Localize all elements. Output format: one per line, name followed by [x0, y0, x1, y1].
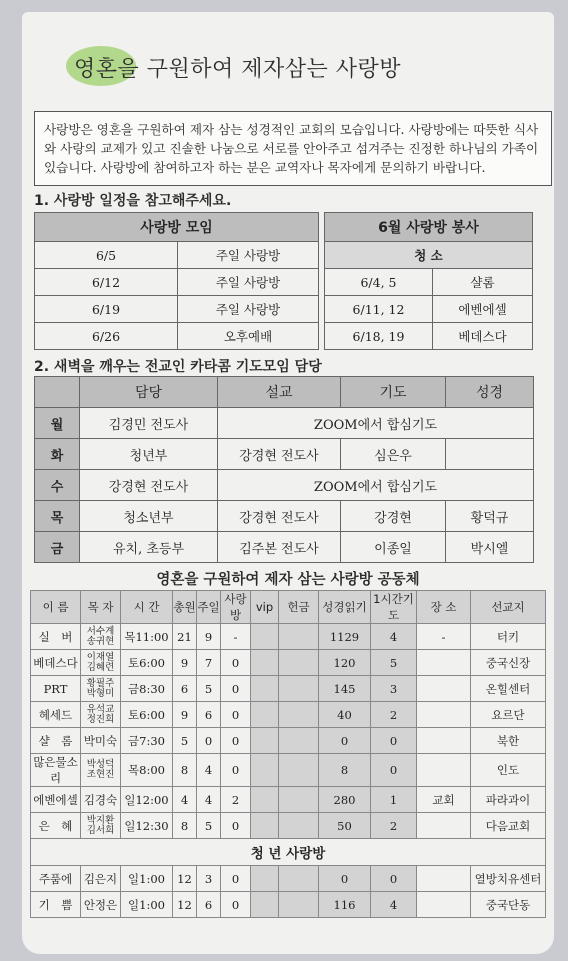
table-row: 6/4, 5 샬롬	[325, 269, 533, 296]
leader-cell: 이재열 김혜련	[81, 650, 121, 676]
table-row: 6/19 주일 사랑방	[35, 296, 319, 323]
table-row: 목 청소년부 강경현 전도사 강경현 황덕규	[35, 501, 534, 532]
youth-section-row	[31, 839, 546, 866]
youth-section-title: 청 년 사랑방	[31, 839, 546, 866]
table-row: 주품에 김은지 일1:00 12 3 0 0 0 열방치유센터	[31, 866, 546, 892]
leader-cell: 박성덕 조현진	[81, 754, 121, 787]
table-row: 샬 롬 박미숙 금7:30 5 0 0 0 0 북한	[31, 728, 546, 754]
table-row: 금 유치, 초등부 김주본 전도사 이종일 박시엘	[35, 532, 534, 563]
table-row: 기 쁨 안정은 일1:00 12 6 0 116 4 중국단동	[31, 892, 546, 918]
service-header: 6월 사랑방 봉사	[325, 213, 533, 242]
table-row: 6/26 오후예배	[35, 323, 319, 350]
table-row: 베데스다 이재열 김혜련 토6:00 9 7 0 120 5 중국신장	[31, 650, 546, 676]
service-subheader: 청 소	[325, 242, 533, 269]
table-row: 에벤에셀 김경숙 일12:00 4 4 2 280 1 교회 파라과이	[31, 787, 546, 813]
table-row: 화 청년부 강경현 전도사 심은우	[35, 439, 534, 470]
table-row: 실 버 서수계 송귀현 목11:00 21 9 - 1129 4 - 터키	[31, 624, 546, 650]
community-table	[30, 590, 546, 918]
table-row: 6/11, 12 에벤에셀	[325, 296, 533, 323]
leader-cell: 서수계 송귀현	[81, 624, 121, 650]
table-row: PRT 황필주 박형미 금8:30 6 5 0 145 3 온힐센터	[31, 676, 546, 702]
table-row: 수 강경현 전도사 ZOOM에서 합심기도	[35, 470, 534, 501]
service-table	[324, 212, 533, 350]
table-row: 많은물소리 박성덕 조현진 목8:00 8 4 0 8 0 인도	[31, 754, 546, 787]
leader-cell: 황필주 박형미	[81, 676, 121, 702]
prayer-table: 담당 설교 기도 성경 월 김경민 전도사 ZOOM에서 합심기도 화 청년부 강경현 전도사 심은우 수 강경현 전도사 ZOOM에서 합심기도 목 청소년부 강경현 전도사 강경현 황덕규 금 유치, 초등부 김주본 전도사 이종일 박시엘	[34, 376, 534, 563]
page-title: 영혼을 구원하여 제자삼는 사랑방	[74, 52, 401, 83]
leader-cell: 박지환 김서희	[81, 813, 121, 839]
section-1-heading: 1. 사랑방 일정을 참고해주세요.	[34, 193, 232, 209]
table-row: 월 김경민 전도사 ZOOM에서 합심기도	[35, 408, 534, 439]
table-row: 6/18, 19 베데스다	[325, 323, 533, 350]
table-row: 6/5 주일 사랑방	[35, 242, 319, 269]
table-row: 헤세드 유석교 정진희 토6:00 9 6 0 40 2 요르단	[31, 702, 546, 728]
table-row: 6/12 주일 사랑방	[35, 269, 319, 296]
intro-text: 사랑방은 영혼을 구원하여 제자 삼는 성경적인 교회의 모습입니다. 사랑방에는 따뜻한 식사와 사랑의 교제가 있고 진솔한 나눔으로 서로를 안아주고 섬겨주는 진정한 하나님의 가족이 있습니다. 사랑방에 참여하고자 하는 분은 교역자나 목자에게 문의하기 바랍니다.	[34, 111, 552, 186]
community-header-row: 이 름 목 자 시 간 총원 주일 사랑방 vip 헌금 성경읽기 1시간기도 장 소 선교지	[31, 591, 546, 624]
table-row: 은 혜 박지환 김서희 일12:30 8 5 0 50 2 다음교회	[31, 813, 546, 839]
community-title: 영혼을 구원하여 제자 삼는 사랑방 공동체	[156, 572, 420, 588]
section-2-heading: 2. 새벽을 깨우는 전교인 카타콤 기도모임 담당	[34, 359, 322, 375]
meeting-header: 사랑방 모임	[35, 213, 319, 242]
leader-cell: 유석교 정진희	[81, 702, 121, 728]
meeting-table	[34, 212, 319, 350]
bulletin-page	[22, 12, 554, 954]
